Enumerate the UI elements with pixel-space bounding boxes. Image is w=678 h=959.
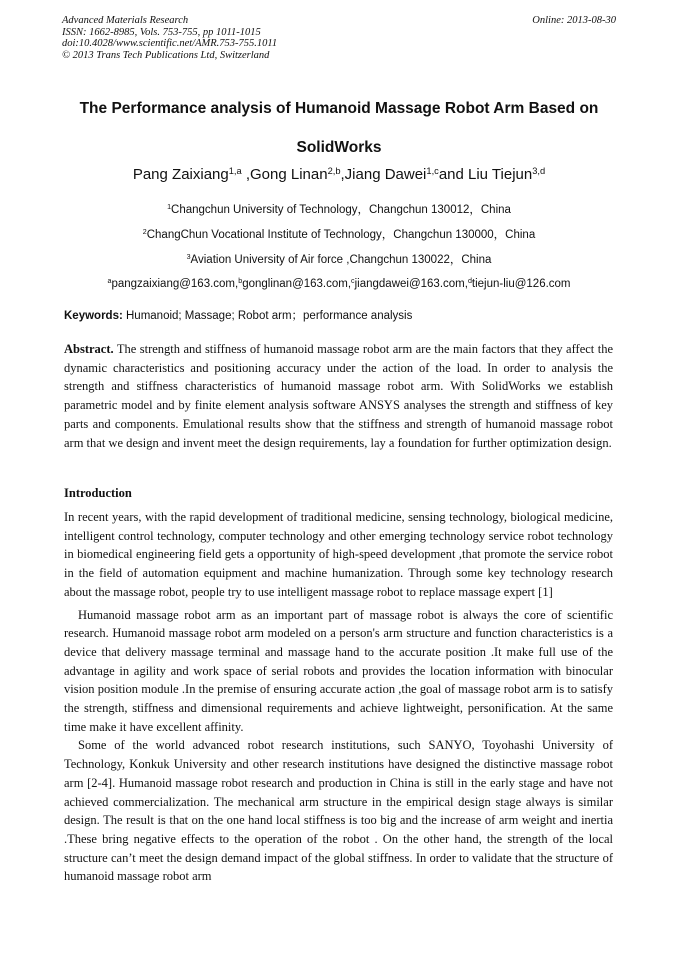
email-sup: d: [467, 277, 472, 286]
author-sup: 2,b: [327, 165, 341, 176]
affiliation-text: Aviation University of Air force ,Changchun 130022，China: [190, 254, 492, 266]
author-list: [0, 165, 678, 185]
abstract: [64, 340, 613, 452]
author-sup: 1,a: [228, 165, 242, 176]
affiliation-text: Changchun University of Technology，Changchun 130012，China: [171, 204, 511, 216]
paragraph-1: In recent years, with the rapid development of traditional medicine, sensing technology, biological medicine, intelligent control technology, computer technology and other emerging technology service robot technology in biomedical engineering field gets a opportunity of high-speed development ,that promote the service robot in the field of automation equipment and machine humanization. Through some key technology research about the massage robot, people try to use intelligent massage robot to replace massage expert [1]: [64, 510, 613, 599]
journal-header: [62, 15, 616, 61]
email-link[interactable]: jiangdawei@163.com,: [354, 278, 468, 290]
doi-line: doi:10.4028/www.scientific.net/AMR.753-755.1011: [62, 38, 278, 49]
introduction-body: [64, 508, 613, 886]
email-sup: b: [238, 277, 243, 286]
email-link[interactable]: pangzaixiang@163.com,: [111, 278, 239, 290]
email-sup: c: [351, 277, 355, 286]
author-sup: 1,c: [426, 165, 439, 176]
affiliation-text: ChangChun Vocational Institute of Technology，Changchun 130000，China: [146, 229, 536, 241]
email-link[interactable]: gonglinan@163.com,: [242, 278, 352, 290]
author-name: ,Jiang Dawei: [340, 166, 427, 183]
paper-title: [40, 89, 638, 167]
affiliation-sup: 2: [142, 228, 147, 237]
author-sup: 3,d: [532, 165, 546, 176]
author-name: Pang Zaixiang: [132, 166, 229, 183]
email-line: [0, 277, 678, 292]
email-link[interactable]: tiejun-liu@126.com: [471, 278, 571, 290]
paragraph-3: Some of the world advanced robot research institutions, such SANYO, Toyohashi University of Technology, Konkuk University and other research institutions have designed the distinctive massage robot arm [2-4]. Humanoid massage robot research and production in China is still in the early stage and have not achieved commercialization. The mechanical arm structure in the empirical design stage always is similar design. The result is that on the one hand local stiffness is too big and the increase of arm weight and inertia .These bring negative effects to the operation of the robot . On the other hand, the strength of the local structure can’t meet the design demand impact of the global stiffness. In order to validate that the structure of humanoid massage robot arm: [64, 738, 613, 884]
author-name: ,Gong Linan: [245, 166, 328, 183]
affiliation-1: [0, 203, 678, 218]
paragraph-2: Humanoid massage robot arm as an important part of massage robot is always the core of scientific research. Humanoid massage robot arm modeled on a person's arm structure and function characteristics is a device that delivery massage terminal and massage hand to the accurate position .It make full use of the advantage in agility and work space of serial robots and provides the location information with binocular vision position module .In the premise of ensuring accurate action ,the goal of massage robot arm is to satisfy the strength, stiffness and dimensional requirements and achieve lightweight, personification. At the same time make it have excellent affinity.: [64, 607, 613, 734]
section-heading-introduction: Introduction: [64, 486, 132, 500]
keywords-label: Keywords:: [64, 310, 123, 322]
issn-line: ISSN: 1662-8985, Vols. 753-755, pp 1011-1015: [62, 26, 261, 38]
keywords: [64, 309, 614, 324]
affiliation-sup: 3: [186, 253, 191, 262]
author-name: and Liu Tiejun: [438, 166, 533, 183]
title-line-1: The Performance analysis of Humanoid Massage Robot Arm Based on: [79, 100, 599, 117]
affiliation-3: [0, 253, 678, 268]
title-line-2: SolidWorks: [296, 139, 382, 156]
affiliation-2: [0, 228, 678, 243]
copyright-line: © 2013 Trans Tech Publications Ltd, Switzerland: [62, 49, 270, 61]
abstract-label: Abstract.: [64, 342, 114, 356]
journal-name: Advanced Materials Research: [62, 15, 189, 26]
keywords-text: Humanoid; Massage; Robot arm；performance analysis: [122, 310, 413, 322]
abstract-text: The strength and stiffness of humanoid massage robot arm are the main factors that they affect the dynamic characteristics and positioning accuracy under the action of the load. In order to analysis the strength and stiffness characteristics of humanoid massage robot arm. With SolidWorks we establish parametric model and by finite element analysis software ANSYS analyses the strength and stiffness of key parts and components. Emulational results show that the stiffness and strength of humanoid massage robot arm that we design and invent meet the design requirements, lay a foundation for further optimization design.: [64, 342, 613, 450]
online-date: Online: 2013-08-30: [532, 15, 616, 26]
affiliation-sup: 1: [167, 203, 172, 212]
email-sup: a: [107, 277, 112, 286]
